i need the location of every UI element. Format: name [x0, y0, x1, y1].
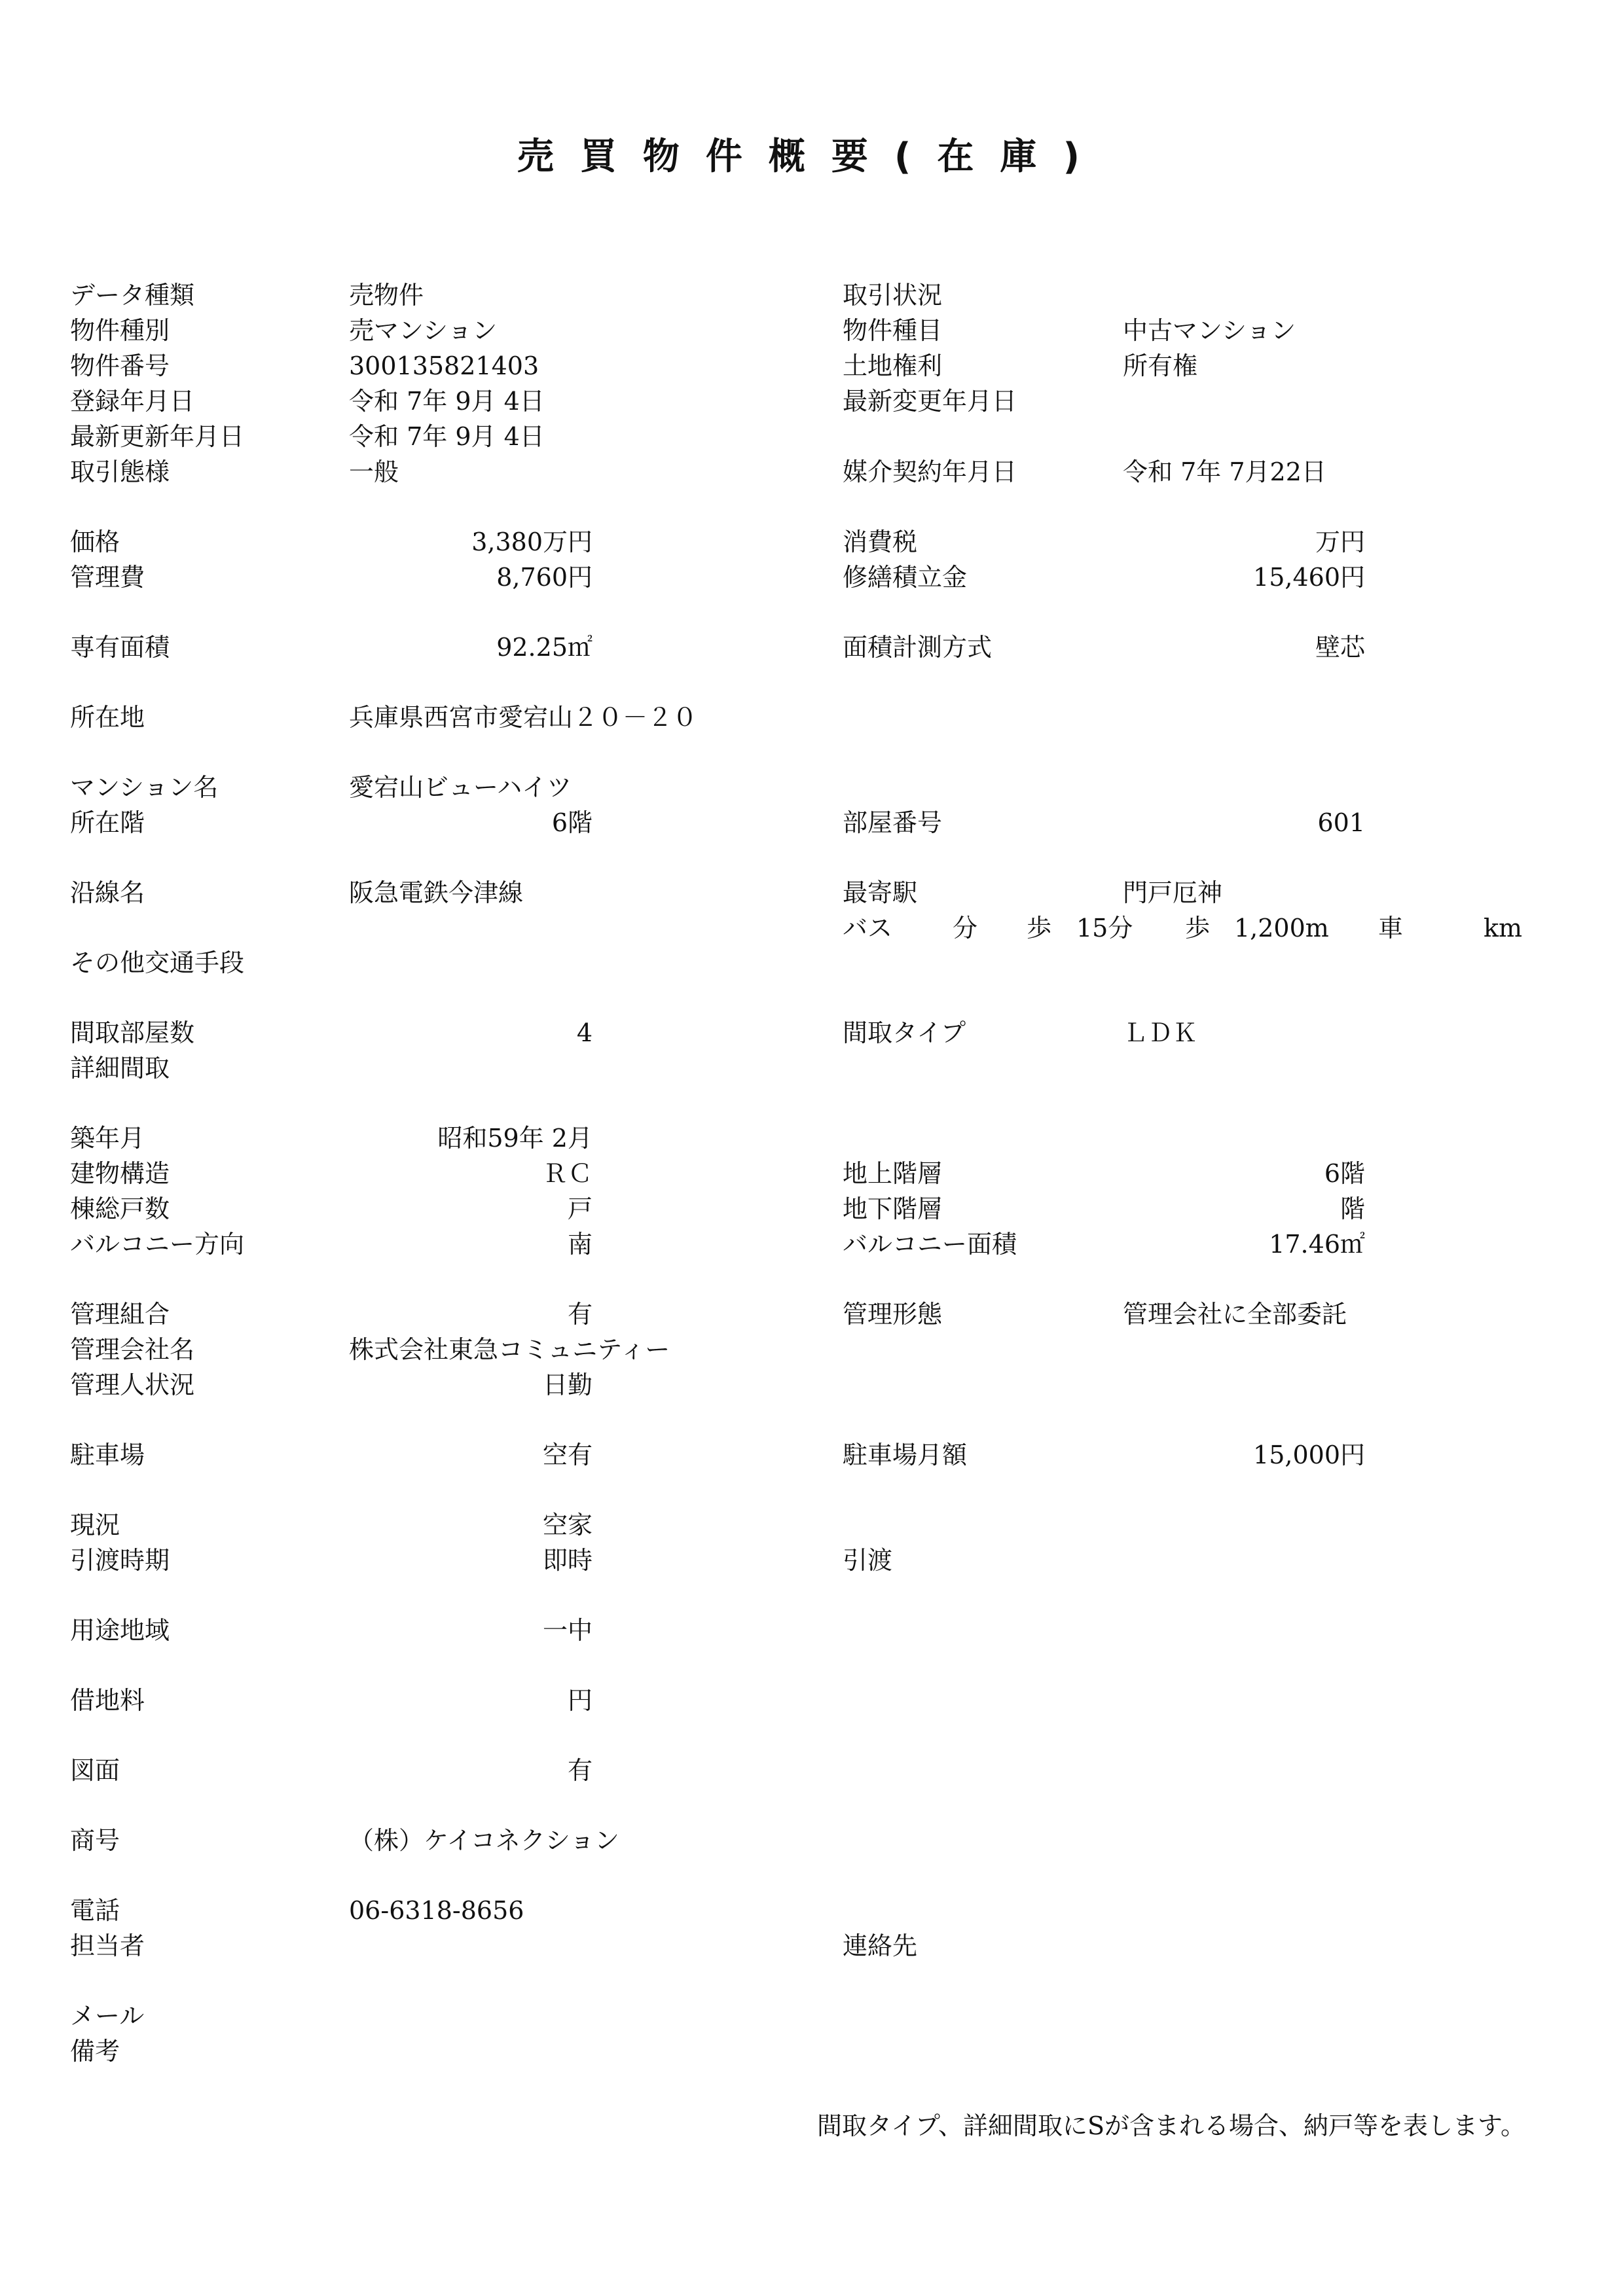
label-address: 所在地	[70, 703, 145, 732]
access-walk-dist: 1,200m	[1234, 914, 1329, 942]
access-car-unit: km	[1484, 914, 1523, 942]
value-mgmt-company: 株式会社東急コミュニティー	[349, 1335, 670, 1364]
access-bus-label: バス	[843, 914, 893, 942]
value-property-no: 300135821403	[349, 351, 539, 380]
label-floor: 所在階	[70, 808, 145, 837]
value-units: 戸	[567, 1194, 593, 1223]
value-mgmt-assoc: 有	[567, 1300, 593, 1329]
value-manager: 日勤	[542, 1371, 593, 1399]
label-land-rent: 借地料	[70, 1686, 145, 1715]
value-mansion-name: 愛宕山ビューハイツ	[349, 773, 572, 802]
access-bus-min: 分	[953, 914, 978, 942]
label-deal-status: 取引状況	[843, 281, 943, 310]
value-phone: 06-6318-8656	[349, 1896, 524, 1925]
label-mgmt-form: 管理形態	[843, 1300, 943, 1329]
label-person: 担当者	[70, 1931, 145, 1960]
label-balcony-dir: バルコニー方向	[70, 1230, 245, 1259]
label-floors-below: 地下階層	[843, 1194, 943, 1223]
value-station: 門戸厄神	[1123, 878, 1223, 907]
access-walk-min: 15分	[1076, 914, 1133, 942]
label-balcony-area: バルコニー面積	[843, 1230, 1017, 1259]
value-room-no: 601	[1317, 808, 1365, 837]
label-mgmt-company: 管理会社名	[70, 1335, 195, 1364]
value-mgmt-form: 管理会社に全部委託	[1123, 1300, 1347, 1329]
value-price: 3,380万円	[471, 528, 593, 556]
value-category: 中古マンション	[1123, 316, 1296, 345]
value-land-rent: 円	[567, 1686, 593, 1715]
label-property-no: 物件番号	[70, 351, 170, 380]
access-walk-label1: 歩	[1027, 914, 1052, 942]
label-rooms: 間取部屋数	[70, 1018, 195, 1047]
label-land-right: 土地権利	[843, 351, 943, 380]
label-parking: 駐車場	[70, 1441, 145, 1469]
value-built: 昭和59年 2月	[437, 1124, 593, 1153]
value-land-right: 所有権	[1123, 351, 1198, 380]
label-manager: 管理人状況	[70, 1371, 195, 1399]
value-zoning: 一中	[542, 1616, 593, 1645]
value-handover-time: 即時	[542, 1546, 593, 1575]
label-units: 棟総戸数	[70, 1194, 170, 1223]
value-deal-type: 一般	[349, 457, 399, 486]
label-handover-time: 引渡時期	[70, 1546, 170, 1575]
label-room-no: 部屋番号	[843, 808, 943, 837]
value-mgmt-fee: 8,760円	[496, 563, 593, 592]
label-parking-fee: 駐車場月額	[843, 1441, 968, 1469]
label-area: 専有面積	[70, 633, 170, 662]
value-floors-below: 階	[1340, 1194, 1365, 1223]
label-measure: 面積計測方式	[843, 633, 993, 662]
label-updated: 最新更新年月日	[70, 422, 245, 451]
label-repair-fund: 修繕積立金	[843, 563, 968, 592]
label-station: 最寄駅	[843, 878, 918, 907]
value-data-type: 売物件	[349, 281, 424, 310]
footnote: 間取タイプ、詳細間取にSが含まれる場合、納戸等を表します。	[816, 2111, 1525, 2140]
value-balcony-dir: 南	[567, 1230, 593, 1259]
value-property-type: 売マンション	[349, 316, 498, 345]
access-car-label: 車	[1378, 914, 1404, 942]
label-remarks: 備考	[70, 2037, 120, 2066]
label-contract-date: 媒介契約年月日	[843, 457, 1017, 486]
label-zoning: 用途地域	[70, 1616, 170, 1645]
label-property-type: 物件種別	[70, 316, 170, 345]
value-parking-fee: 15,000円	[1253, 1441, 1365, 1469]
value-tax: 万円	[1315, 528, 1365, 556]
label-price: 価格	[70, 528, 120, 556]
value-layout-type: ＬＤＫ	[1123, 1018, 1198, 1047]
label-phone: 電話	[70, 1896, 120, 1925]
label-handover: 引渡	[843, 1546, 893, 1575]
value-status: 空家	[542, 1511, 593, 1539]
label-other-transit: その他交通手段	[70, 948, 245, 977]
document-title: 売買物件概要(在庫)	[517, 135, 1106, 178]
value-balcony-area: 17.46㎡	[1269, 1230, 1365, 1259]
label-tax: 消費税	[843, 528, 918, 556]
value-parking: 空有	[542, 1441, 593, 1469]
value-area: 92.25㎡	[496, 633, 593, 662]
value-line: 阪急電鉄今津線	[349, 878, 524, 907]
label-changed: 最新変更年月日	[843, 387, 1017, 416]
label-mgmt-assoc: 管理組合	[70, 1300, 170, 1329]
label-drawing: 図面	[70, 1756, 120, 1785]
label-status: 現況	[70, 1511, 120, 1539]
label-contact: 連絡先	[843, 1931, 918, 1960]
label-layout-type: 間取タイプ	[843, 1018, 966, 1047]
value-rooms: 4	[576, 1018, 593, 1047]
label-data-type: データ種類	[70, 281, 195, 310]
label-category: 物件種目	[843, 316, 943, 345]
label-structure: 建物構造	[70, 1159, 170, 1188]
value-drawing: 有	[567, 1756, 593, 1785]
value-floors-above: 6階	[1324, 1159, 1365, 1188]
label-deal-type: 取引態様	[70, 457, 170, 486]
label-layout-detail: 詳細間取	[70, 1054, 170, 1083]
label-mansion-name: マンション名	[70, 773, 219, 802]
label-floors-above: 地上階層	[843, 1159, 943, 1188]
value-updated: 令和 7年 9月 4日	[349, 422, 545, 451]
value-contract-date: 令和 7年 7月22日	[1123, 457, 1326, 486]
value-address: 兵庫県西宮市愛宕山２０－２０	[349, 703, 698, 732]
value-measure: 壁芯	[1315, 633, 1365, 662]
value-structure: ＲＣ	[542, 1159, 593, 1188]
label-line: 沿線名	[70, 878, 145, 907]
value-floor: 6階	[551, 808, 593, 837]
value-registered: 令和 7年 9月 4日	[349, 387, 545, 416]
value-trade-name: （株）ケイコネクション	[349, 1826, 620, 1855]
value-repair-fund: 15,460円	[1253, 563, 1365, 592]
label-email: メール	[70, 2001, 145, 2030]
label-built: 築年月	[70, 1124, 145, 1153]
access-walk-label2: 歩	[1185, 914, 1211, 942]
label-mgmt-fee: 管理費	[70, 563, 145, 592]
label-trade-name: 商号	[70, 1826, 120, 1855]
label-registered: 登録年月日	[70, 387, 195, 416]
